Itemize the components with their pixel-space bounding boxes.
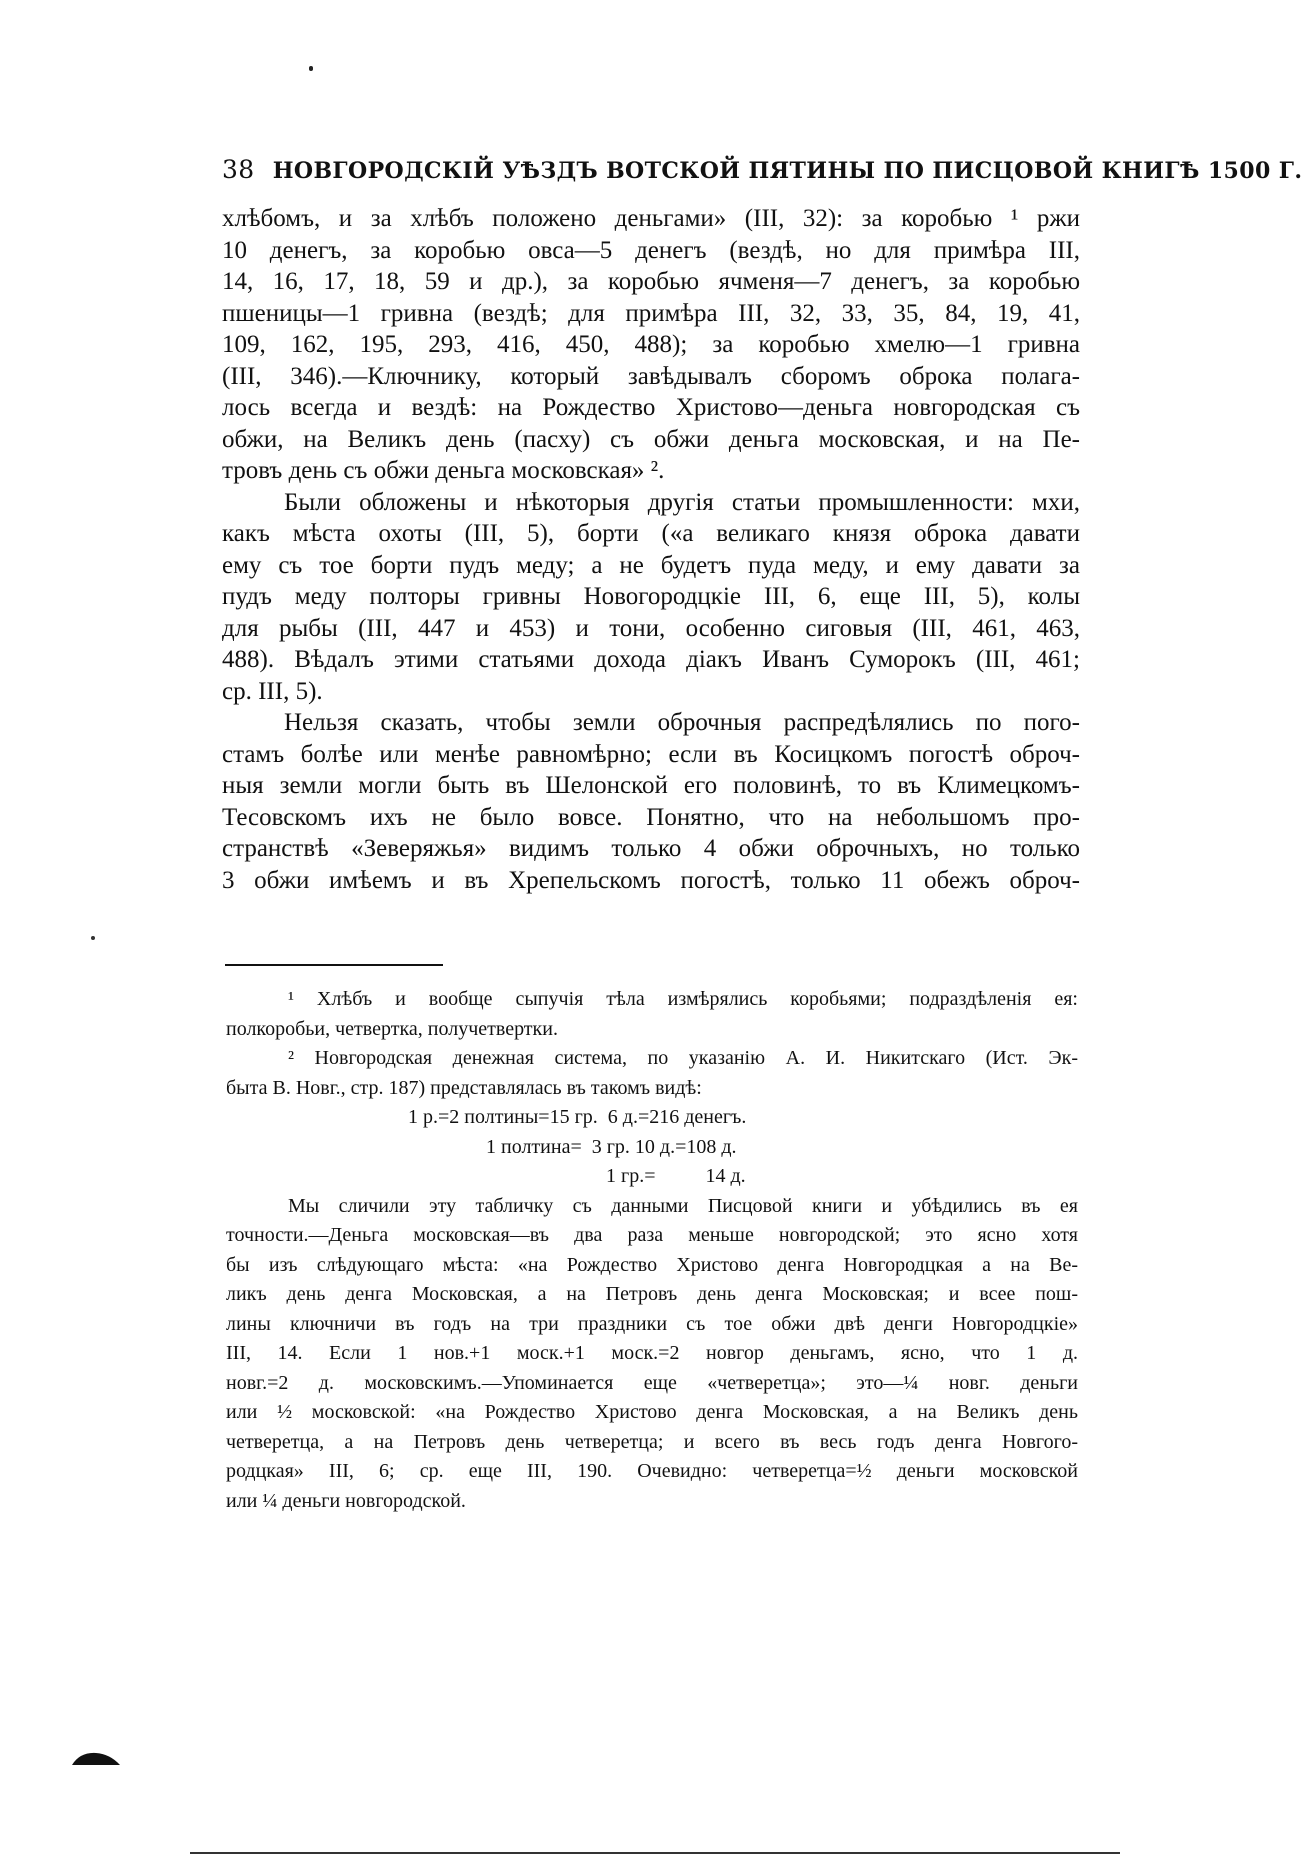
text-line: пудъ меду полторы гривны Новогородцкіе III, 6, еще III, 5), колы (222, 583, 1080, 610)
footnote-rule (225, 964, 443, 966)
text-line: Были обложены и нѣкоторыя другія статьи промышленности: мхи, (284, 488, 1080, 516)
text-line: 14, 16, 17, 18, 59 и др.), за коробью ячменя—7 денегъ, за коробью (222, 268, 1080, 295)
footnote-line: ликъ день денга Московская, а на Петровъ день денга Московская; и всее пош- (226, 1283, 1078, 1305)
footnote-line: четверетца, а на Петровъ день четверетца; и всего въ весь годъ денга Новгого- (226, 1430, 1078, 1453)
text-line: 488). Вѣдалъ этими статьями дохода діакъ Иванъ Суморокъ (III, 461; (222, 646, 1080, 673)
footnote-line: или ½ московской: «на Рождество Христово денга Московская, а на Великъ день (226, 1401, 1078, 1423)
text-line: пшеницы—1 гривна (вездѣ; для примѣра III, 32, 33, 35, 84, 19, 41, (222, 299, 1080, 327)
footnote-line: ² Новгородская денежная система, по указанію А. И. Никитскаго (Ист. Эк- (288, 1047, 1078, 1069)
footnote-line: ¹ Хлѣбъ и вообще сыпучія тѣла измѣрялись коробьями; подраздѣленія ея: (288, 988, 1078, 1010)
footnote-line: новг.=2 д. московскимъ.—Упоминается еще «четверетца»; это—¼ новг. деньги (226, 1371, 1078, 1394)
currency-table-row: 1 полтина= 3 гр. 10 д.=108 д. (486, 1135, 737, 1158)
text-line: Тесовскомъ ихъ не было вовсе. Понятно, что на небольшомъ про- (222, 803, 1080, 831)
page-edge-line (190, 1852, 1120, 1854)
footnote-line: точности.—Деньга московская—въ два раза меньше новгородской; это ясно хотя (226, 1224, 1078, 1246)
footnote-line: полкоробьи, четвертка, получетвертки. (226, 1017, 558, 1040)
footnote-line: Мы сличили эту табличку съ данными Писцовой книги и убѣдились въ ея (288, 1194, 1078, 1217)
text-line: какъ мѣста охоты (III, 5), борти («а великаго князя оброка давати (222, 520, 1080, 547)
footnote-line: быта В. Новг., стр. 187) представлялась въ такомъ видѣ: (226, 1076, 702, 1099)
footnote-line: родцкая» III, 6; ср. еще III, 190. Очевидно: четверетца=½ деньги московской (226, 1460, 1078, 1482)
footnote-line: бы изъ слѣдующаго мѣста: «на Рождество Христово денга Новгородцкая а на Ве- (226, 1253, 1078, 1276)
page-number: 38 (222, 155, 255, 184)
footnotes (226, 985, 1078, 1516)
text-line: лось всегда и вездѣ: на Рождество Христово—деньга новгородская съ (222, 394, 1080, 421)
paragraph-2 (222, 487, 1080, 708)
text-line: хлѣбомъ, и за хлѣбъ положено деньгами» (III, 32): за коробью ¹ ржи (222, 205, 1080, 232)
running-head (222, 155, 1302, 184)
ink-dot (91, 936, 95, 940)
text-line: Нельзя сказать, чтобы земли оброчныя распредѣлялись по пого- (284, 709, 1080, 736)
ink-dot (309, 66, 313, 71)
footnote-line: лины ключничи въ годъ на три праздники съ тое обжи двѣ денги Новгородцкіе» (226, 1312, 1078, 1335)
text-line: 3 обжи имѣемъ и въ Хрепельскомъ погостѣ, только 11 обежъ оброч- (222, 866, 1080, 894)
currency-table-row: 1 гр.= 14 д. (606, 1165, 746, 1187)
text-line: стамъ болѣе или менѣе равномѣрно; если въ Косицкомъ погостѣ оброч- (222, 740, 1080, 768)
text-line: 109, 162, 195, 293, 416, 450, 488); за коробью хмелю—1 гривна (222, 331, 1080, 358)
paragraph-3 (222, 707, 1080, 896)
footnote-line: или ¼ деньги новгородской. (226, 1489, 466, 1512)
currency-table-row: 1 р.=2 полтины=15 гр. 6 д.=216 денегъ. (408, 1106, 747, 1128)
text-line: странствѣ «Зеверяжья» видимъ только 4 обжи оброчныхъ, но только (222, 835, 1080, 862)
text-line: ср. III, 5). (222, 677, 323, 705)
paragraph-1 (222, 203, 1080, 487)
text-line: ныя земли могли быть въ Шелонской его половинѣ, то въ Климецкомъ- (222, 772, 1080, 799)
text-line: ему съ тое борти пудъ меду; а не будетъ пуда меду, и ему давати за (222, 551, 1080, 579)
text-line: 10 денегъ, за коробью овса—5 денегъ (вездѣ, но для примѣра III, (222, 236, 1080, 264)
footnote-line: III, 14. Если 1 нов.+1 моск.+1 моск.=2 новгор деньгамъ, ясно, что 1 д. (226, 1342, 1078, 1364)
text-line: обжи, на Великъ день (пасху) съ обжи деньга московская, и на Пе- (222, 425, 1080, 453)
ink-smudge (70, 1750, 122, 1768)
main-text (222, 203, 1080, 896)
text-line: для рыбы (III, 447 и 453) и тони, особенно сиговыя (III, 461, 463, (222, 614, 1080, 642)
page-title: НОВГОРОДСКІЙ УѢЗДЪ ВОТСКОЙ ПЯТИНЫ ПО ПИСЦОВОЙ КНИГѢ 1500 Г. (272, 158, 1302, 184)
text-line: тровъ день съ обжи деньга московская» ². (222, 457, 665, 484)
text-line: (III, 346).—Ключнику, который завѣдывалъ сборомъ оброка полага- (222, 362, 1080, 390)
